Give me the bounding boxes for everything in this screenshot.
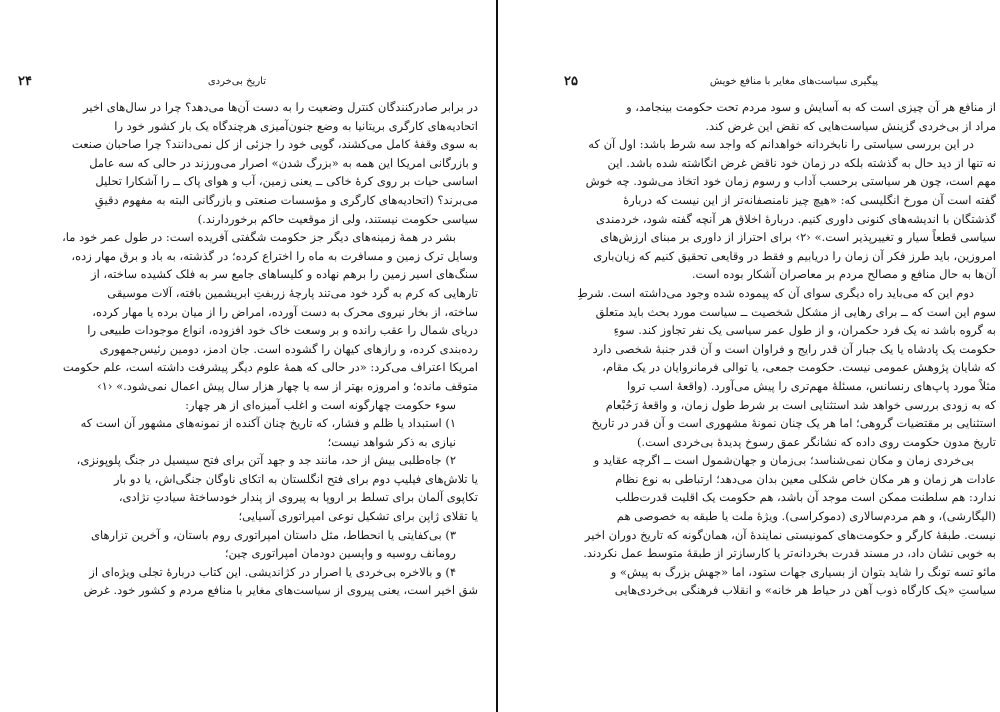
text-line: بشر در همهٔ زمینه‌های دیگر جز حکومت شگفتی آفریده است: در طول عمر خود ما،: [62, 230, 456, 245]
right-page-number: ۲۵: [564, 74, 578, 89]
left-page-body: [18, 98, 478, 600]
text-line: نیازی به ذکر شواهد نیست؛: [327, 434, 456, 449]
text-line: سنگ‌های اسیر زمین را برهم نهاده و کلیساهای جامع سر به فلک کشیده ساخته، از: [91, 267, 478, 282]
text-line: که شایان پژوهش عمومی نیست. حکومت جمعی، یا توالی فرمانروایان در یک مقام،: [602, 360, 996, 375]
text-line: در برابر صادرکنندگان کنترل وضعیت را به دست آن‌ها می‌دهد؟ چرا در سال‌های اخیر: [83, 100, 478, 114]
text-line: تکاپوی آلمان برای تسلط بر اروپا به پیروی از پندار خودساختهٔ سیادتِ نژادی،: [118, 490, 478, 505]
text-line: عادات هر زمان و هر مکان خاص شکلی معین بدان می‌دهد؛ ارتباطی به نوع نظام: [615, 471, 996, 486]
right-running-title: پیگیری سیاست‌های مغایر با منافع خویش: [709, 76, 878, 87]
text-line: ۱) استبداد یا ظلم و فشار، که تاریخ چنان آکنده از نمونه‌های مشهور آن است که: [80, 416, 456, 431]
text-line: مراد از بی‌خردی گزینش سیاست‌هایی که نقض این غرض کند.: [705, 118, 996, 133]
text-line: رومانف روسیه و واپسین دودمان امپراتوری چین؛: [224, 546, 456, 561]
text-line: امریکا اعتراف می‌کرد: «در حالی که همهٔ علوم دیگر پیشرفت داشته است، علم حکومت: [62, 360, 478, 375]
text-line: سیاسی حکومت نیستند، ولی از موقعیت حاکم برخوردارند.): [197, 211, 478, 226]
book-spine: [496, 0, 498, 712]
text-line: و بازرگانی امریکا این همه به «بزرگ شدن» اصرار می‌ورزند در حالی که سه عامل: [89, 155, 478, 170]
text-line: تاریخ مدون حکومت روی داده که نشانگر عمق رسوخ پدیدهٔ بی‌خردی است.): [637, 434, 996, 449]
text-line: مائو تسه تونگ را شاید بتوان از بسیاری جهات ستود، اما «جهش بزرگ به پیش» و: [610, 564, 996, 579]
text-line: ۳) بی‌کفایتی یا انحطاط، مثل داستان امپراتوری روم باستان، و آخرین تزارهای: [90, 527, 456, 542]
text-line: رده‌بندی کرده، و رازهای کیهان را گشوده است. جان ادمز، دومین رئیس‌جمهوری: [99, 341, 478, 356]
text-line: متوقف مانده؛ و امروزه بهتر از سه یا چهار هزار سال پیش اعمال نمی‌شود.» ‹۱›: [97, 378, 478, 393]
text-line: سوء حکومت چهارگونه است و اغلب آمیزه‌ای از هر چهار:: [185, 397, 456, 412]
text-line: از منافع هر آن چیزی است که به آسایش و سود مردم تحت حکومت بینجامد، و: [626, 100, 996, 114]
right-page-header: [564, 74, 996, 90]
text-line: گذشتگان با اندیشه‌های کنونی داوری کنیم. دربارهٔ اخلاق هر آنچه گفته شود، خردمندی: [596, 211, 996, 226]
text-line: مثلاً مورد پاپ‌های رنسانس، مسئلهٔ مهم‌تری را پیش می‌آورد. (واقعهٔ اسب تروا: [627, 378, 996, 393]
text-line: در این بررسی سیاستی را نابخردانه خواهدانم که واجد سه شرط باشد: اول آن که: [588, 137, 974, 152]
text-line: یا تلاش‌های فیلیپ دوم برای فتح انگلستان به اتکای ناوگان جنگی‌اش، یا دو بار: [114, 471, 478, 486]
text-line: سوم این است که ــ برای رهایی از مشکل شخصیت ــ سیاست مورد بحث باید متعلق: [595, 304, 996, 319]
text-line: یا تقلای ژاپن برای تشکیل نوعی امپراتوری آسیایی؛: [238, 509, 478, 524]
text-line: تارهایی که کرم به گرد خود می‌تند پارچهٔ زربفتِ ابریشمین بافته، آلات موسیقی: [107, 285, 478, 300]
text-line: دوم این که می‌باید راه دیگری سوای آن که پیموده شده وجود می‌داشته است. شرطِ: [577, 285, 974, 300]
text-line: نه تنها از دید حال به گذشته بلکه در زمان خود ناقض غرض انگاشته شده باشد. این: [607, 155, 996, 170]
text-line: سیاستِ «یک کارگاه ذوب آهن در حیاط هر خانه» و انقلاب فرهنگی بی‌خردی‌هایی: [614, 583, 996, 598]
text-line: می‌برند؟ (اتحادیه‌های کارگری و مؤسسات صنعتی و بازرگانی البته به مفهوم دقیقِ: [94, 192, 478, 207]
text-line: آن‌ها به حال منافع و مصالح مردم بر معاصران آشکار بوده است.: [691, 267, 996, 282]
text-line: دریای شمال را عقب رانده و بر وسعت خاک خود افزوده، انواع موجودات طبیعی را: [87, 323, 478, 338]
text-line: گفته است آن مورخ انگلیسی که: «هیچ چیز نامنصفانه‌تر از این نیست که دربارهٔ: [623, 192, 996, 207]
right-page-body: [564, 98, 996, 600]
left-page-header: [12, 74, 474, 90]
text-line: اساسی حیات بر روی کرهٔ خاکی ــ یعنی زمین، آب و هوای پاک ــ را آشکارا تحلیل: [95, 174, 478, 189]
text-line: که به زودی بررسی خواهد شد استثنایی است بر شرط طول زمان، و واقعهٔ رَحُبْعام: [605, 397, 996, 412]
text-line: حکومت یک پادشاه یا یک جبار آن قدر رایج و فراوان است و آن قدر جنبهٔ شخصی دارد: [592, 341, 996, 356]
text-line: استثنایی بر مقتضیات گروهی؛ اما هر یک چنان نمونهٔ مشهوری است و آن قدر در تاریخ: [591, 416, 996, 431]
text-line: وسایل ترک زمین و مسافرت به ماه را اختراع کرده؛ در گذشته، به باد و برق مهار زده،: [71, 248, 478, 263]
right-page: [502, 0, 1000, 712]
text-line: اتحادیه‌های کارگری بریتانیا به وضع جنون‌آمیزی هرچندگاه یک بار کشور خود را: [114, 118, 478, 133]
text-line: (الیگارشی)، و هم مردم‌سالاری (دموکراسی). ویژهٔ ملت یا طبقه به خصوصی هم: [616, 509, 996, 524]
text-line: ندارد: هم سلطنت ممکن است موجد آن باشد، هم حکومت یک اقلیت قدرت‌طلب: [615, 490, 996, 505]
text-line: بی‌خردی زمان و مکان نمی‌شناسد؛ بی‌زمان و جهان‌شمول است ــ اگرچه عقاید و: [593, 453, 974, 468]
text-line: به سوی وقفهٔ کامل می‌کشند، گویی خود را جزئی از کل نمی‌دانند؟ چرا صاحبان صنعت: [71, 137, 478, 152]
text-line: نیست. طبقهٔ کارگر و حکومت‌های کمونیستی نمایندهٔ آن، همان‌گونه که تاریخ دوران اخیر: [584, 527, 996, 542]
left-running-title: تاریخ بی‌خردی: [207, 76, 266, 87]
text-line: به گروه باشد نه یک فرد حکمران، و از طول عمر سیاسی یک نفر تجاوز کند. سوءِ: [613, 323, 996, 338]
text-line: مهم است، چون هر سیاستی برحسب آداب و رسوم زمان خود اتخاذ می‌شود. چه خوش: [585, 174, 996, 189]
text-line: شق اخیر است، یعنی پیروی از سیاست‌های مغایر با منافع مردم و کشور خود. غرض: [83, 583, 478, 598]
text-line: سیاسی قطعاً سیار و تغییرپذیر است.» ‹۲› برای احتراز از داوری بر مبنای ارزش‌های: [600, 230, 996, 245]
text-line: امروزین، باید طرز فکر آن زمان را دریابیم و فقط در وقایعی تحقیق کنیم که زیان‌باری: [593, 248, 996, 263]
left-page-number: ۲۴: [18, 74, 32, 89]
text-line: به خوبی نشان داد، در مسند قدرت بخردانه‌تر یا کارسازتر از طبقهٔ متوسط عمل نکردند.: [583, 546, 996, 561]
text-line: ساخته، از بخار نیروی محرک به دست آورده، امراض را از میان برده یا مهار کرده،: [92, 304, 478, 319]
left-page: [0, 0, 496, 712]
text-line: ۲) جاه‌طلبی بیش از حد، مانند جد و جهد آتن برای فتح سیسیل در جنگ پلوپونزی،: [76, 453, 456, 468]
text-line: ۴) و بالاخره بی‌خردی یا اصرار در کژاندیشی. این کتاب دربارهٔ تجلی ویژه‌ای از: [89, 564, 456, 579]
